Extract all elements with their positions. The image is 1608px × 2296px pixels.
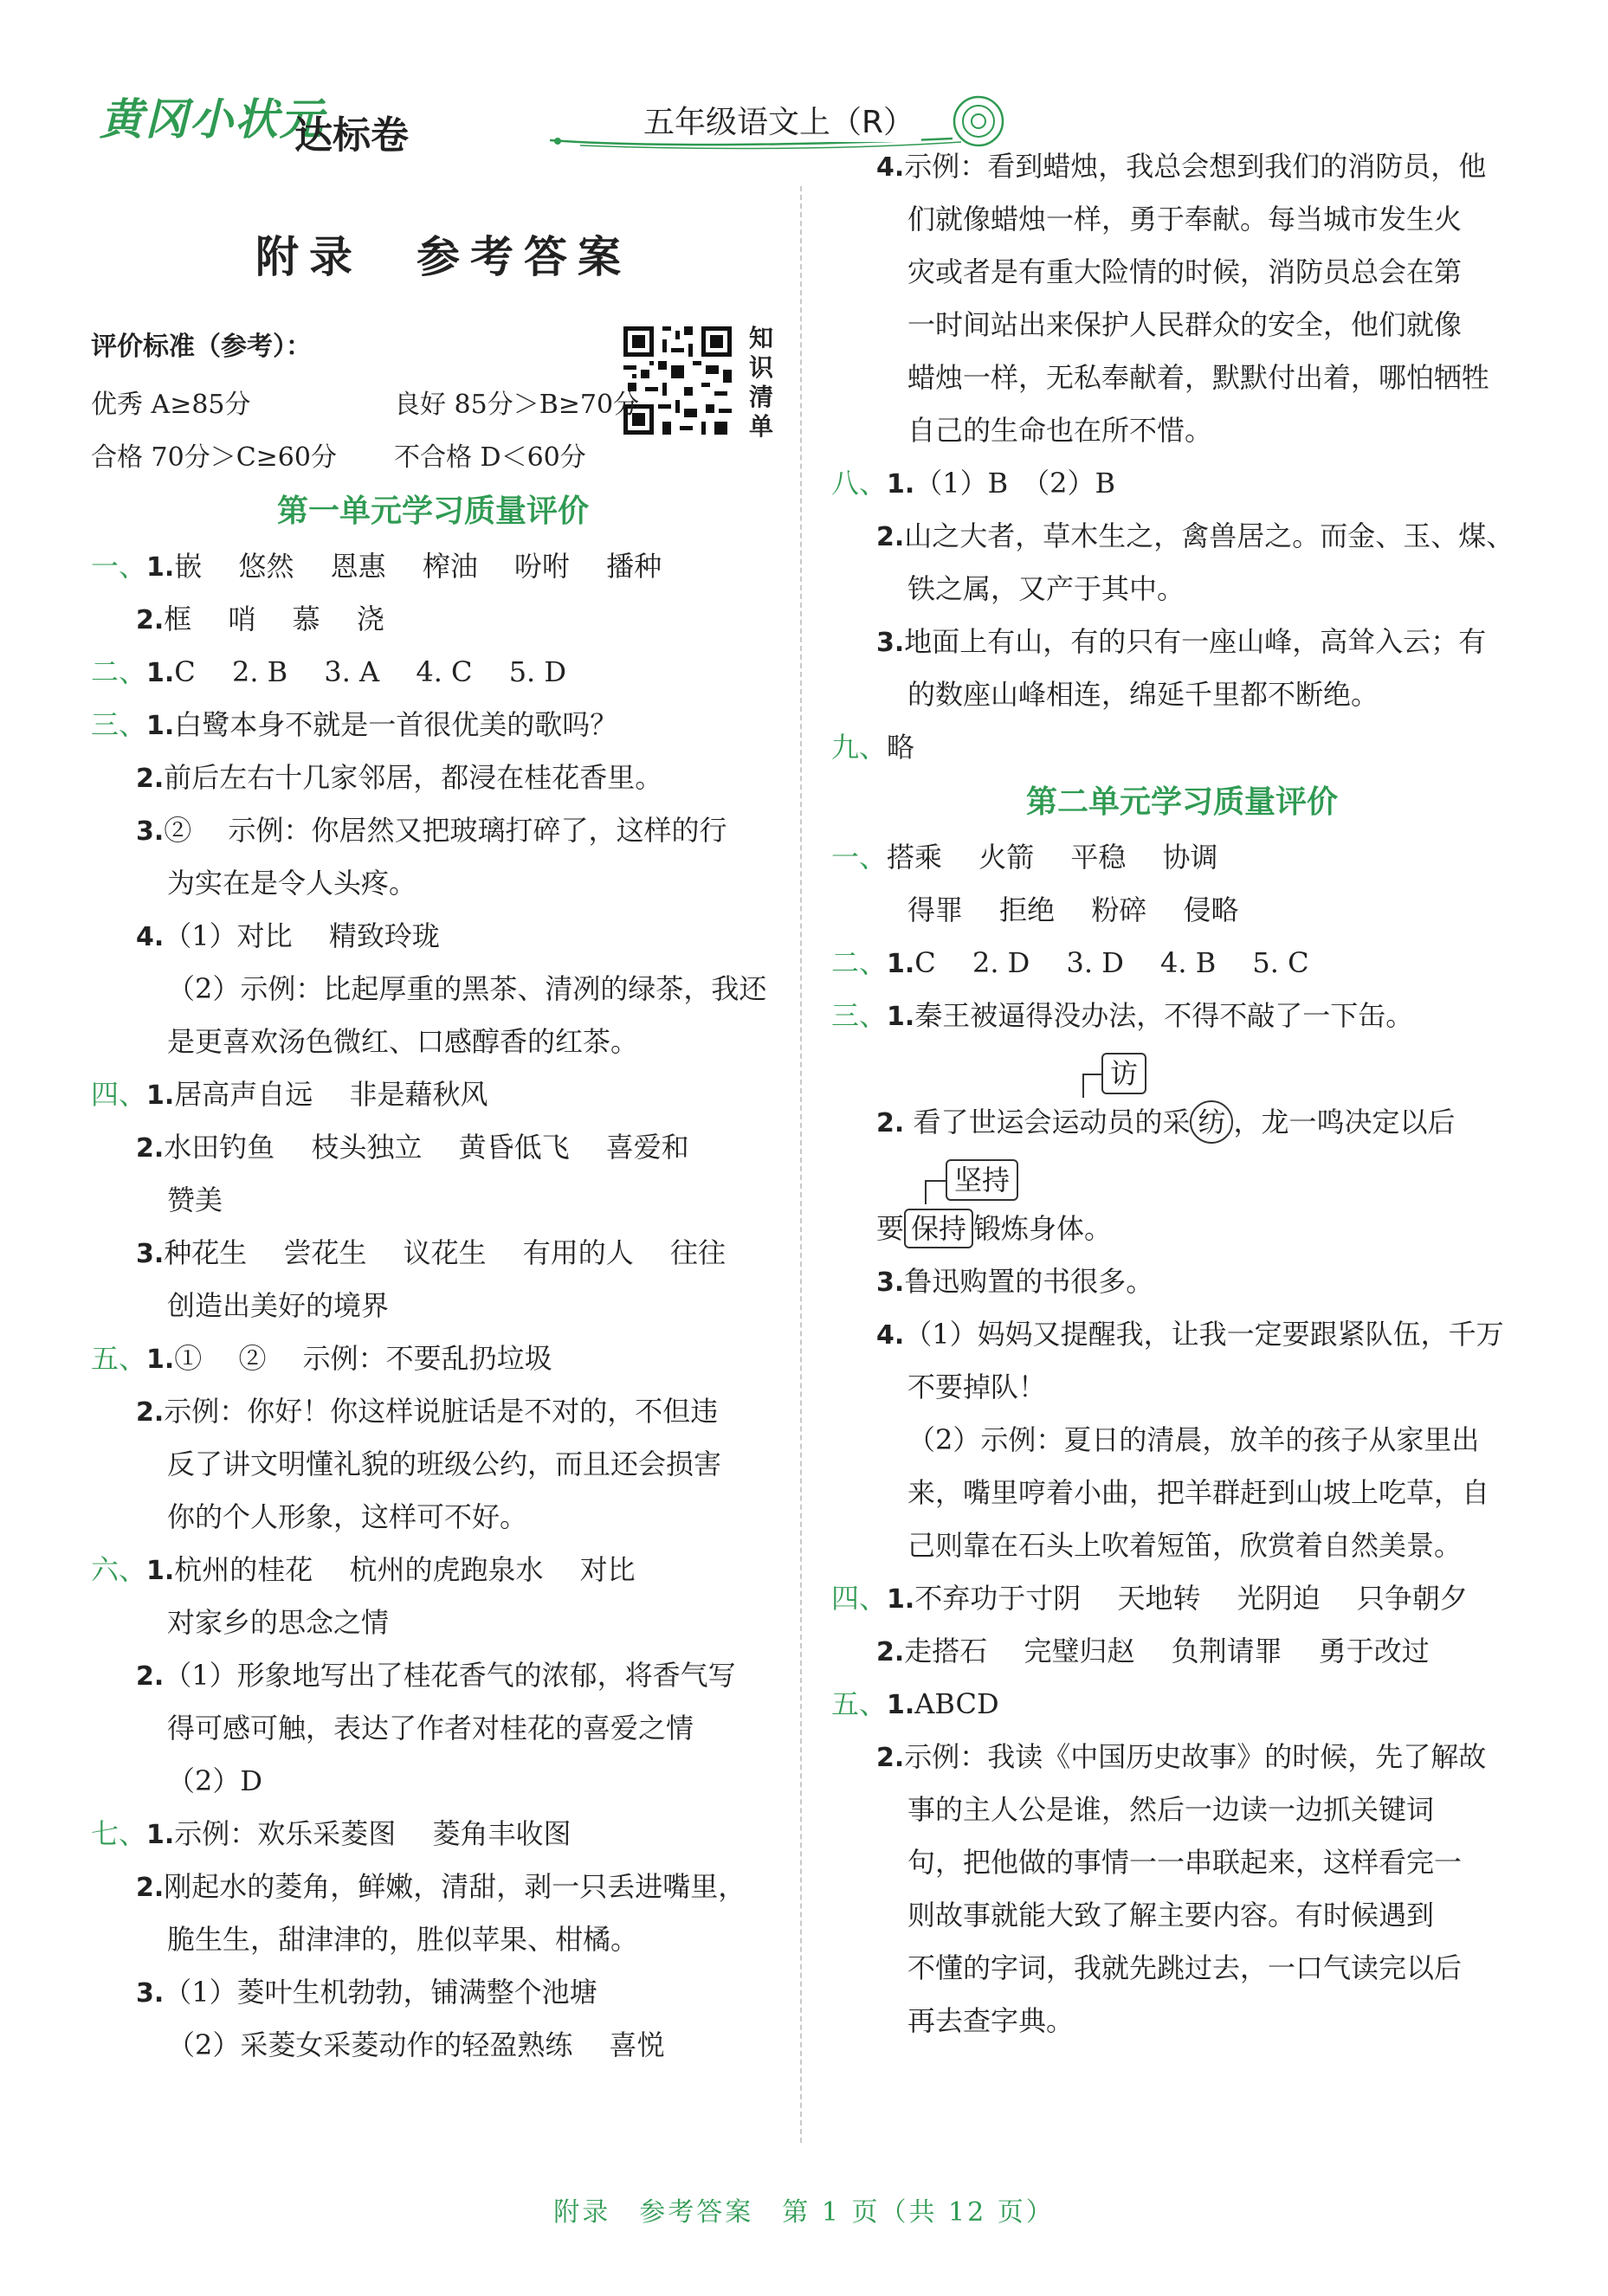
item-number: 3. bbox=[136, 816, 165, 847]
answer-text: 山之大者，草木生之，禽兽居之。而金、玉、煤、 bbox=[904, 519, 1514, 552]
answer-line bbox=[831, 457, 1533, 510]
answer-text: 你的个人形象，这样可不好。 bbox=[167, 1500, 528, 1533]
section-number: 六、 bbox=[91, 1553, 147, 1586]
series-title: 达标卷 bbox=[294, 113, 409, 158]
answer-text: 示例：我读《中国历史故事》的时候，先了解故 bbox=[904, 1740, 1487, 1773]
answer-text: 来，嘴里哼着小曲，把羊群赶到山坡上吃草，自 bbox=[907, 1476, 1490, 1509]
correction-annotation-row bbox=[831, 1149, 1533, 1203]
answer-text: （1）对比 精致玲珑 bbox=[164, 919, 440, 952]
unit2-title: 第二单元学习质量评价 bbox=[1025, 784, 1338, 820]
answer-line bbox=[91, 1808, 775, 1861]
item-number: 2. bbox=[136, 1661, 165, 1692]
answer-line bbox=[91, 857, 775, 910]
section-number: 八、 bbox=[831, 467, 888, 500]
answer-line bbox=[91, 1966, 775, 2019]
answer-text: 己则靠在石头上吹着短笛，欣赏着自然美景。 bbox=[907, 1529, 1463, 1562]
answer-line bbox=[831, 1572, 1533, 1625]
answer-text: 地面上有山，有的只有一座山峰，高耸入云；有 bbox=[904, 625, 1487, 658]
item-number: 1. bbox=[887, 469, 915, 500]
answer-line bbox=[831, 831, 1533, 884]
answer-text: 杭州的桂花 杭州的虎跑泉水 对比 bbox=[174, 1553, 636, 1586]
grade-pass: 合格 70分＞C≥60分 bbox=[91, 442, 337, 473]
item-number: 3. bbox=[876, 1267, 905, 1298]
answer-text: 水田钓鱼 枝头独立 黄昏低飞 喜爱和 bbox=[164, 1131, 689, 1164]
item-number: 1. bbox=[146, 658, 175, 688]
unit1-title: 第一单元学习质量评价 bbox=[276, 493, 589, 529]
answer-text: 略 bbox=[887, 731, 915, 764]
answer-text: 再去查字典。 bbox=[907, 2004, 1075, 2037]
correction-connector bbox=[1082, 1074, 1103, 1098]
answer-line bbox=[91, 1121, 775, 1174]
answer-line bbox=[831, 1625, 1533, 1678]
answer-line bbox=[831, 510, 1533, 563]
answer-line bbox=[831, 246, 1533, 299]
section-number: 一、 bbox=[91, 550, 147, 583]
criteria-label-row bbox=[91, 313, 775, 377]
answer-text: 脆生生，甜津津的，胜似苹果、柑橘。 bbox=[167, 1923, 639, 1956]
answer-text: 走搭石 完璧归赵 负荆请罪 勇于改过 bbox=[904, 1635, 1430, 1667]
item-number: 2. bbox=[136, 605, 165, 635]
item-number: 1. bbox=[887, 1584, 915, 1615]
answer-text: （2）示例：夏日的清晨，放羊的孩子从家里出 bbox=[907, 1423, 1480, 1456]
item-number: 1. bbox=[146, 711, 175, 741]
criteria-label: 评价标准（参考）： bbox=[91, 332, 312, 362]
answer-line bbox=[831, 404, 1533, 457]
answer-line bbox=[831, 1889, 1533, 1942]
item-number: 3. bbox=[136, 1978, 165, 2009]
answer-text: C 2. D 3. D 4. B 5. C bbox=[914, 946, 1309, 979]
answer-line bbox=[91, 1227, 775, 1280]
answer-text: （1）形象地写出了桂花香气的浓郁，将香气写 bbox=[164, 1659, 736, 1692]
answer-text: 们就像蜡烛一样，勇于奉献。每当城市发生火 bbox=[907, 203, 1463, 235]
section-number: 二、 bbox=[831, 946, 888, 979]
answer-text: 居高声自远 非是藉秋风 bbox=[174, 1078, 488, 1111]
boxed-error-word: 保持 bbox=[904, 1209, 973, 1248]
answer-line bbox=[91, 1596, 775, 1649]
correction-annotation-row bbox=[831, 1042, 1533, 1096]
answer-text: 搭乘 火箭 平稳 协调 bbox=[887, 841, 1218, 874]
qr-label: 知识清单 bbox=[749, 324, 774, 441]
answer-line bbox=[91, 910, 775, 963]
answer-line bbox=[91, 593, 775, 646]
subject-label: 五年级语文上（R） bbox=[636, 98, 921, 142]
correction-connector bbox=[925, 1180, 947, 1204]
section-number: 五、 bbox=[91, 1342, 147, 1375]
answer-text: 自己的生命也在所不惜。 bbox=[907, 414, 1213, 447]
answer-text: 示例：看到蜡烛，我总会想到我们的消防员，他 bbox=[904, 150, 1487, 183]
answer-line bbox=[831, 1414, 1533, 1467]
answer-text: 得罪 拒绝 粉碎 侵略 bbox=[907, 893, 1239, 926]
answer-text: 不弃功于寸阴 天地转 光阴迫 只争朝夕 bbox=[914, 1582, 1468, 1615]
item-number: 1. bbox=[146, 1556, 175, 1586]
answer-line bbox=[831, 193, 1533, 246]
answer-text: 得可感可触，表达了作者对桂花的喜爱之情 bbox=[167, 1712, 694, 1745]
answer-text: ② 示例：你居然又把玻璃打碎了，这样的行 bbox=[164, 814, 727, 847]
answer-text: 前后左右十几家邻居，都浸在桂花香里。 bbox=[164, 761, 663, 794]
answer-text: 是更喜欢汤色微红、口感醇香的红茶。 bbox=[167, 1025, 639, 1058]
answer-text: 锻炼身体。 bbox=[973, 1212, 1113, 1245]
answer-line bbox=[831, 1308, 1533, 1361]
appendix-title: 附录 参考答案 bbox=[255, 231, 631, 282]
answer-text: 刚起水的菱角，鲜嫩，清甜，剥一只丢进嘴里， bbox=[164, 1870, 746, 1903]
item-number: 2. bbox=[136, 764, 165, 794]
answer-line bbox=[831, 1942, 1533, 1995]
answer-text: 框 哨 慕 浇 bbox=[164, 603, 384, 635]
answer-line bbox=[831, 1467, 1533, 1519]
answer-text: C 2. B 3. A 4. C 5. D bbox=[174, 655, 567, 688]
answer-text: 句，把他做的事情一一串联起来，这样看完一 bbox=[907, 1846, 1463, 1879]
answer-line bbox=[91, 1438, 775, 1491]
answer-line bbox=[831, 563, 1533, 616]
answer-text: ① ② 示例：不要乱扔垃圾 bbox=[174, 1342, 552, 1375]
answer-line bbox=[91, 2019, 775, 2072]
answer-line bbox=[831, 299, 1533, 351]
column-divider bbox=[800, 186, 802, 2143]
answer-text: ，龙一鸣决定以后 bbox=[1233, 1106, 1456, 1138]
answer-text: 为实在是令人头疼。 bbox=[167, 867, 417, 900]
answer-text: 鲁迅购置的书很多。 bbox=[904, 1265, 1154, 1298]
answer-line bbox=[91, 540, 775, 593]
section-number: 三、 bbox=[91, 708, 147, 741]
answer-text: 嵌 悠然 恩惠 榨油 吩咐 播种 bbox=[174, 550, 662, 583]
unit2-answers bbox=[831, 831, 1533, 1042]
item-number: 1. bbox=[146, 1345, 175, 1375]
answer-line bbox=[831, 1096, 1533, 1149]
answer-text: （1）B （2）B bbox=[914, 467, 1116, 500]
item-number: 1. bbox=[146, 1080, 175, 1111]
item-number: 2. bbox=[876, 1108, 905, 1138]
answer-text: 对家乡的思念之情 bbox=[167, 1606, 390, 1639]
section-number: 七、 bbox=[91, 1817, 147, 1850]
answer-text: 白鹭本身不就是一首很优美的歌吗？ bbox=[174, 708, 618, 741]
left-column bbox=[91, 201, 775, 2072]
item-number: 1. bbox=[146, 552, 175, 583]
answer-text: 种花生 尝花生 议花生 有用的人 往往 bbox=[164, 1236, 726, 1269]
section-number: 九、 bbox=[831, 731, 888, 764]
item-number: 4. bbox=[876, 152, 905, 183]
answer-text: 一时间站出来保护人民群众的安全，他们就像 bbox=[907, 308, 1463, 341]
answer-line bbox=[831, 1361, 1533, 1414]
answer-text: 看了世运会运动员的采 bbox=[913, 1106, 1191, 1138]
answer-line bbox=[91, 1280, 775, 1332]
item-number: 1. bbox=[887, 1690, 915, 1720]
answer-text: （1）菱叶生机勃勃，铺满整个池塘 bbox=[164, 1976, 597, 2009]
answer-text: 的数座山峰相连，绵延千里都不断绝。 bbox=[907, 678, 1379, 711]
answer-line bbox=[91, 1174, 775, 1227]
answer-text: 则故事就能大致了解主要内容。有时候遇到 bbox=[907, 1899, 1435, 1932]
answer-line bbox=[831, 1783, 1533, 1836]
item-number: 2. bbox=[136, 1133, 165, 1164]
answer-line bbox=[831, 937, 1533, 990]
answer-line bbox=[831, 1731, 1533, 1783]
section-number: 四、 bbox=[91, 1078, 147, 1111]
answer-line bbox=[91, 1861, 775, 1913]
section-number: 二、 bbox=[91, 655, 147, 688]
answer-text: 创造出美好的境界 bbox=[167, 1289, 390, 1322]
answer-text: （2）示例：比起厚重的黑茶、清冽的绿茶，我还 bbox=[167, 972, 767, 1005]
answer-line bbox=[91, 1491, 775, 1544]
answer-line bbox=[831, 884, 1533, 937]
answer-line bbox=[91, 963, 775, 1016]
answer-line bbox=[91, 1913, 775, 1966]
answer-line bbox=[831, 1519, 1533, 1572]
answer-text: （2）D bbox=[167, 1764, 263, 1797]
answer-line bbox=[91, 1385, 775, 1438]
answer-line bbox=[91, 1016, 775, 1068]
unit1-answers-continued bbox=[831, 140, 1533, 774]
item-number: 2. bbox=[876, 522, 905, 552]
answer-text: 灾或者是有重大险情的时候，消防员总会在第 bbox=[907, 255, 1463, 288]
correction-word-1: 访 bbox=[1101, 1053, 1146, 1094]
item-number: 1. bbox=[146, 1820, 175, 1850]
answer-line bbox=[831, 668, 1533, 721]
item-number: 4. bbox=[136, 922, 165, 952]
answer-line bbox=[831, 1995, 1533, 2048]
answer-line bbox=[831, 140, 1533, 193]
item-number: 3. bbox=[136, 1239, 165, 1269]
answer-text: 要 bbox=[876, 1212, 905, 1245]
item-number: 2. bbox=[136, 1397, 165, 1428]
answer-text: ABCD bbox=[914, 1687, 999, 1720]
answer-line bbox=[91, 1068, 775, 1121]
circled-error-char: 纺 bbox=[1190, 1100, 1233, 1144]
brand-logo: 黄冈小状元 bbox=[100, 94, 325, 145]
correction-word-2: 坚持 bbox=[946, 1159, 1018, 1201]
grade-good: 良好 85分＞B≥70分 bbox=[394, 390, 640, 420]
grade-row bbox=[91, 377, 775, 430]
answer-text: 不要掉队！ bbox=[907, 1371, 1047, 1403]
answer-line bbox=[91, 699, 775, 751]
answer-text: 示例：你好！你这样说脏话是不对的，不但违 bbox=[164, 1395, 719, 1428]
answer-line bbox=[91, 1332, 775, 1385]
answer-text: 赞美 bbox=[167, 1183, 223, 1216]
item-number: 1. bbox=[887, 949, 915, 979]
item-number: 2. bbox=[876, 1637, 905, 1667]
section-number: 三、 bbox=[831, 999, 888, 1032]
answer-line bbox=[831, 1678, 1533, 1731]
section-number: 五、 bbox=[831, 1687, 888, 1720]
right-column bbox=[831, 140, 1533, 2048]
item-number: 4. bbox=[876, 1320, 905, 1351]
answer-line bbox=[91, 1649, 775, 1702]
page-footer: 附录 参考答案 第 1 页（共 12 页） bbox=[553, 2197, 1055, 2228]
answer-text: 不懂的字词，我就先跳过去，一口气读完以后 bbox=[907, 1951, 1463, 1984]
unit1-answers bbox=[91, 540, 775, 2072]
item-number: 2. bbox=[876, 1743, 905, 1773]
answer-line bbox=[91, 1755, 775, 1808]
answer-line bbox=[91, 1544, 775, 1596]
section-number: 四、 bbox=[831, 1582, 888, 1615]
answer-line bbox=[91, 751, 775, 804]
answer-line bbox=[91, 804, 775, 857]
grade-excellent: 优秀 A≥85分 bbox=[91, 390, 251, 420]
answer-line bbox=[91, 646, 775, 699]
answer-line bbox=[831, 1836, 1533, 1889]
item-number: 3. bbox=[876, 628, 905, 658]
answer-line bbox=[831, 721, 1533, 774]
answer-text: 反了讲文明懂礼貌的班级公约，而且还会损害 bbox=[167, 1448, 722, 1480]
answer-text: 蜡烛一样，无私奉献着，默默付出着，哪怕牺牲 bbox=[907, 361, 1490, 394]
answer-text: 事的主人公是谁，然后一边读一边抓关键词 bbox=[907, 1793, 1435, 1826]
unit2-answers-continued bbox=[831, 1255, 1533, 2048]
answer-text: （2）采菱女采菱动作的轻盈熟练 喜悦 bbox=[167, 2028, 665, 2061]
item-number: 2. bbox=[136, 1873, 165, 1903]
grade-row bbox=[91, 430, 775, 483]
answer-line bbox=[831, 616, 1533, 668]
section-number: 一、 bbox=[831, 841, 888, 874]
grade-fail: 不合格 D＜60分 bbox=[394, 442, 586, 473]
answer-text: 示例：欢乐采菱图 菱角丰收图 bbox=[174, 1817, 572, 1850]
answer-line bbox=[831, 1203, 1533, 1255]
answer-text: （1）妈妈又提醒我，让我一定要跟紧队伍，千万 bbox=[904, 1318, 1504, 1351]
answer-line bbox=[831, 990, 1533, 1042]
answer-text: 秦王被逼得没办法，不得不敲了一下缶。 bbox=[914, 999, 1414, 1032]
item-number: 1. bbox=[887, 1002, 915, 1032]
answer-line bbox=[91, 1702, 775, 1755]
answer-line bbox=[831, 1255, 1533, 1308]
answer-line bbox=[831, 351, 1533, 404]
answer-text: 铁之属，又产于其中。 bbox=[907, 572, 1185, 605]
